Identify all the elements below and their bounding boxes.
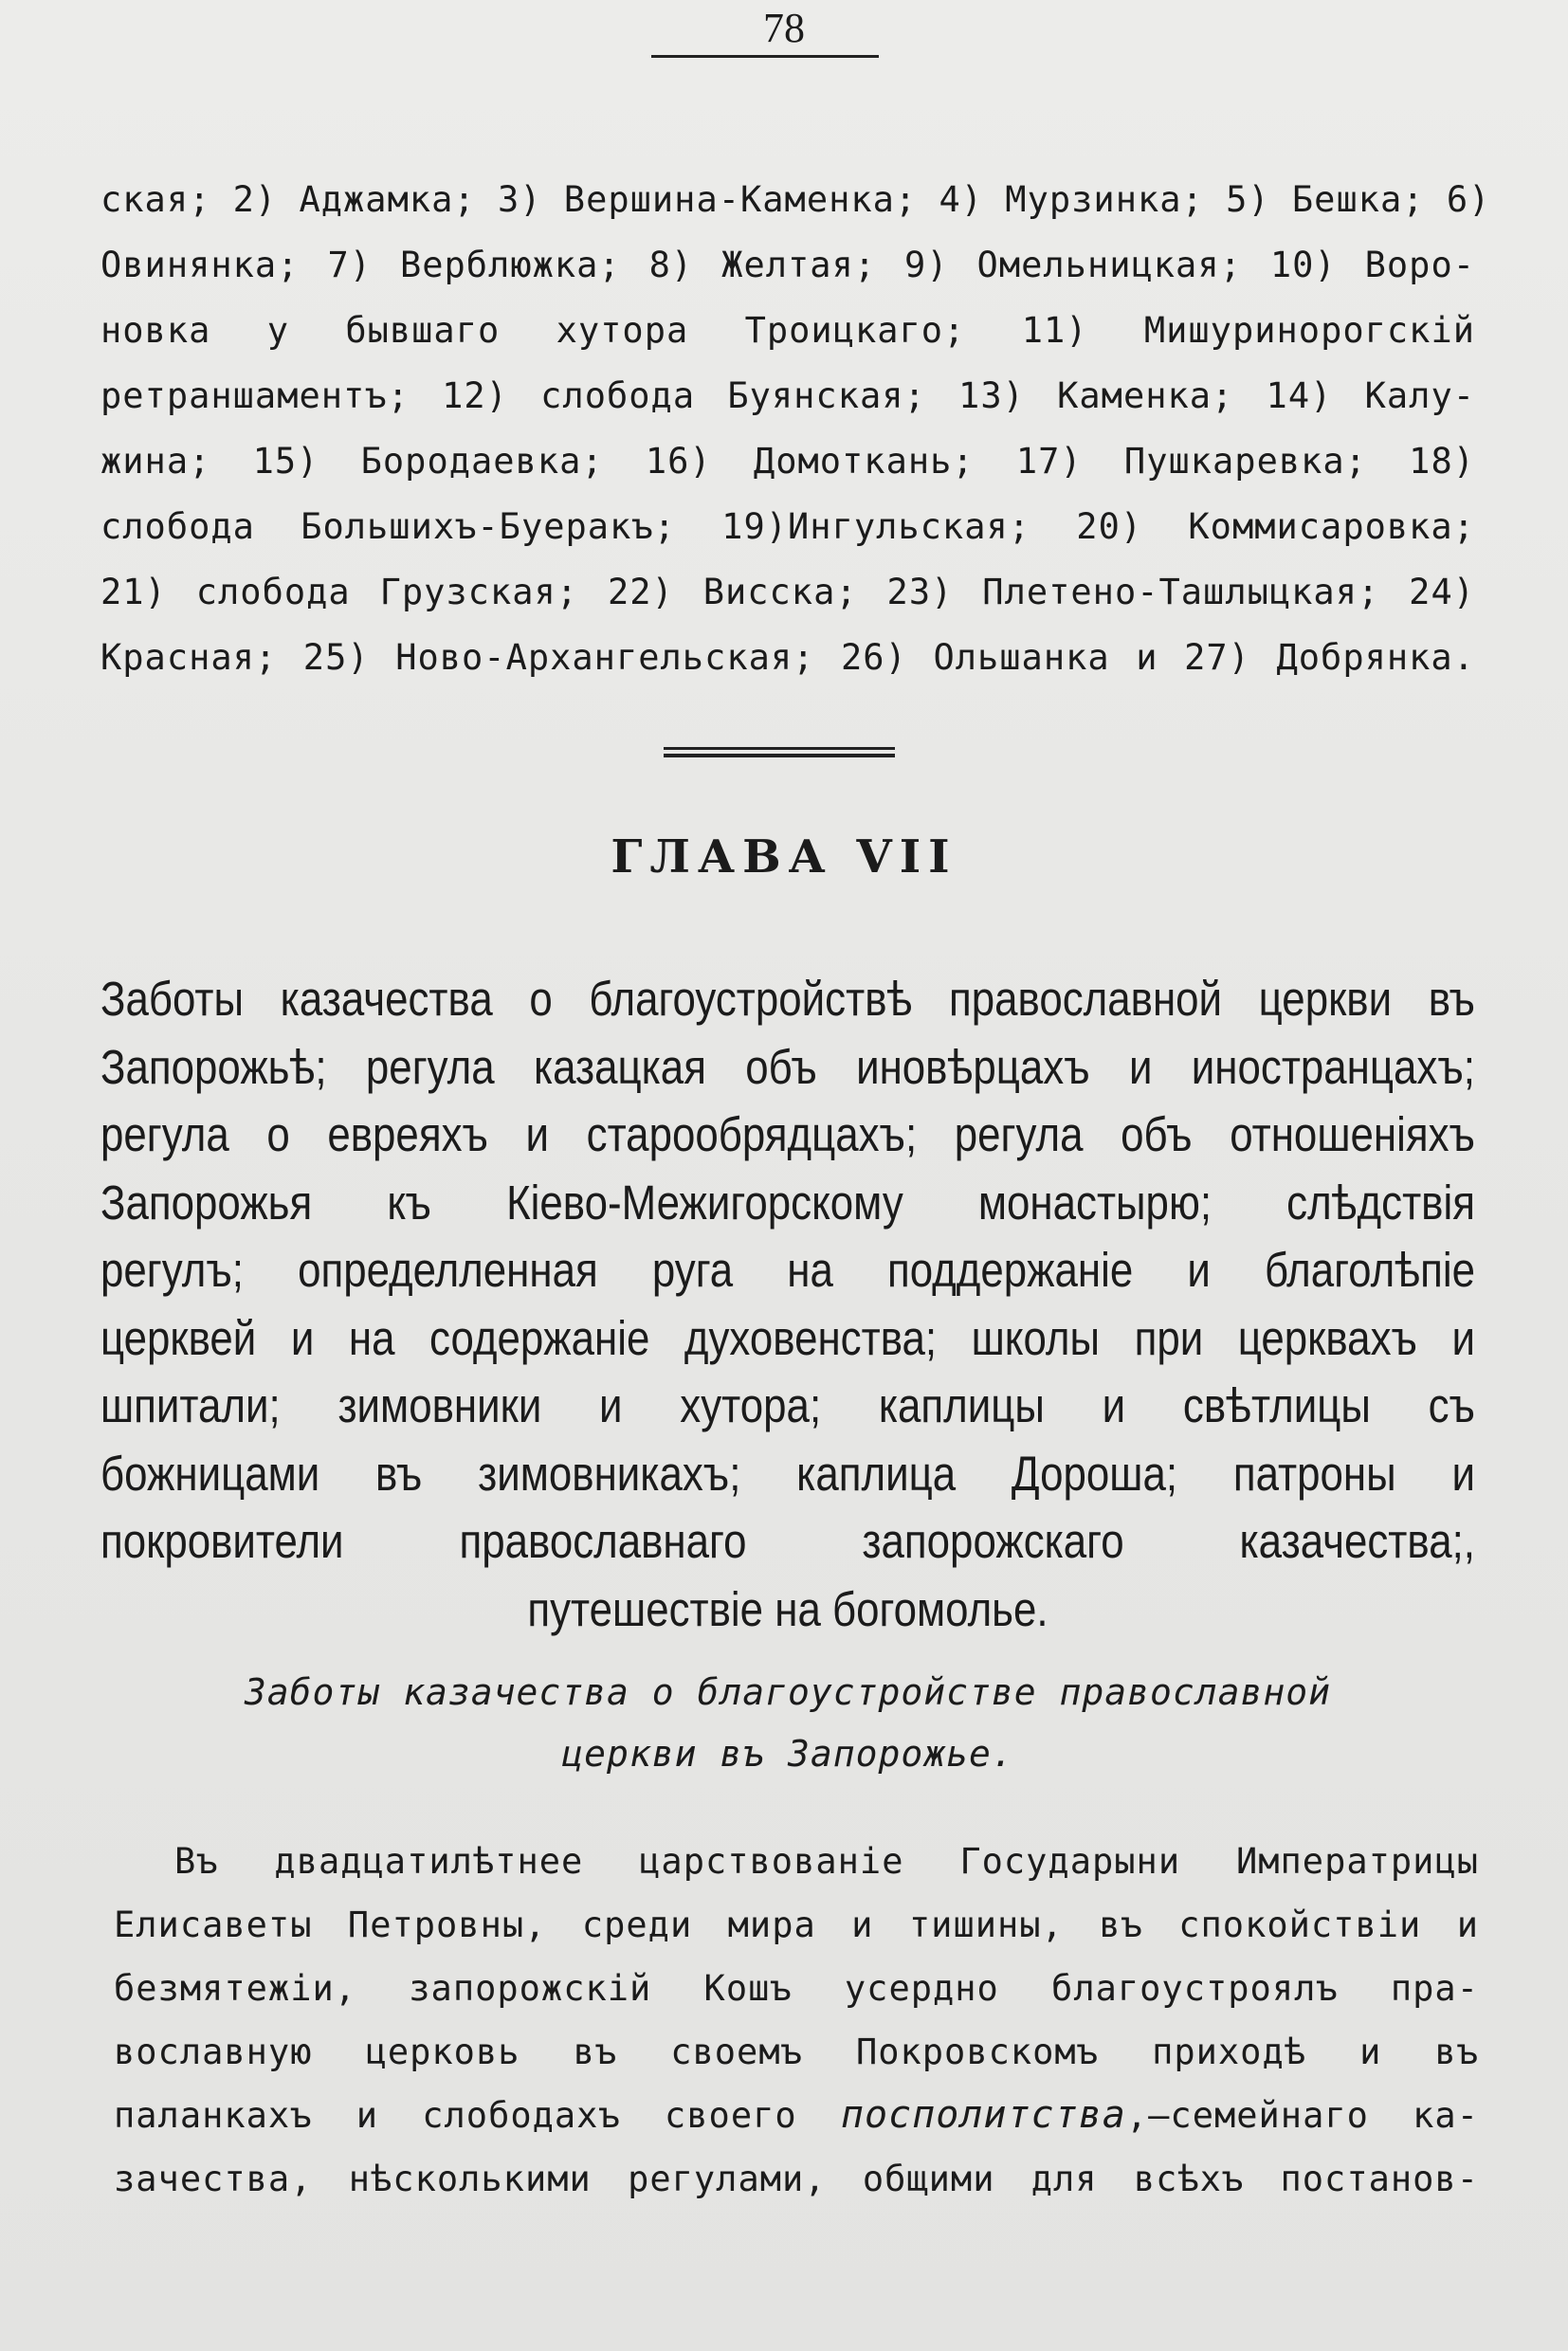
section-subtitle — [100, 1662, 1475, 1785]
body-text — [114, 1830, 1479, 2211]
continuation-list — [100, 167, 1491, 690]
text-line: зачества, нѣсколькими регулами, общими для всѣхъ постанов- — [114, 2159, 1479, 2199]
summary-line: Запорожьѣ; регула казацкая объ иновѣрцахъ и иностранцахъ; — [100, 1039, 1475, 1094]
chapter-summary — [100, 965, 1475, 1643]
summary-line: покровители православнаго запорожскаго казачества;, — [100, 1514, 1475, 1568]
italic-term: посполитства — [840, 2093, 1126, 2137]
text-line: жина; 15) Бородаевка; 16) Домоткань; 17) Пушкаревка; 18) — [100, 441, 1475, 482]
text-fragment: паланкахъ и слободахъ своего — [114, 2095, 841, 2136]
section-divider — [664, 747, 895, 757]
continuation-paragraph — [100, 167, 1491, 690]
summary-line: Запорожья къ Кіево-Межигорскому монастырю; слѣдствія — [100, 1175, 1475, 1230]
text-line — [114, 2084, 1479, 2147]
summary-line: шпитали; зимовники и хутора; каплицы и свѣтлицы съ — [100, 1378, 1475, 1432]
summary-line: церквей и на содержаніе духовенства; школы при церквахъ и — [100, 1310, 1475, 1365]
summary-line: регулъ; определленная руга на поддержаніе и благолѣпіе — [100, 1243, 1475, 1297]
summary-line: путешествіе на богомолье. — [527, 1581, 1048, 1636]
summary-line: Заботы казачества о благоустройствѣ православной церкви въ — [100, 972, 1475, 1026]
subtitle-line: Заботы казачества о благоустройстве православной — [244, 1671, 1332, 1713]
body-paragraph — [114, 1830, 1479, 2211]
text-line: 21) слобода Грузская; 22) Висска; 23) Плетено-Ташлыцкая; 24) — [100, 572, 1475, 612]
text-line: ретраншаментъ; 12) слобода Буянская; 13) Каменка; 14) Калу- — [100, 375, 1475, 416]
text-line: вославную церковь въ своемъ Покровскомъ приходѣ и въ — [114, 2032, 1479, 2072]
text-line: Овинянка; 7) Верблюжка; 8) Желтая; 9) Омельницкая; 10) Воро- — [100, 245, 1475, 285]
text-fragment: ,—семейнаго ка- — [1125, 2095, 1479, 2136]
subtitle-line: церкви въ Запорожье. — [561, 1733, 1014, 1775]
text-line: Въ двадцатилѣтнее царствованіе Государыни Императрицы — [174, 1841, 1479, 1882]
text-line: новка у бывшаго хутора Троицкаго; 11) Мишуринорогскій — [100, 310, 1475, 351]
summary-line: божницами въ зимовникахъ; каплица Дороша; патроны и — [100, 1446, 1475, 1501]
text-line: Красная; 25) Ново-Архангельская; 26) Ольшанка и 27) Добрянка. — [100, 637, 1475, 678]
page-number: 78 — [763, 5, 805, 51]
chapter-title: ГЛАВА VII — [611, 830, 957, 884]
text-line: слобода Большихъ-Буеракъ; 19)Ингульская; 20) Коммисаровка; — [100, 506, 1475, 547]
text-line: безмятежіи, запорожскій Кошъ усердно благоустроялъ пра- — [114, 1968, 1479, 2009]
summary-line: регула о евреяхъ и старообрядцахъ; регула объ отношеніяхъ — [100, 1107, 1475, 1161]
text-line: Елисаветы Петровны, среди мира и тишины, въ спокойствіи и — [114, 1904, 1479, 1945]
header-rule — [651, 55, 879, 58]
text-line: ская; 2) Аджамка; 3) Вершина-Каменка; 4) Мурзинка; 5) Бешка; 6) — [100, 179, 1491, 220]
